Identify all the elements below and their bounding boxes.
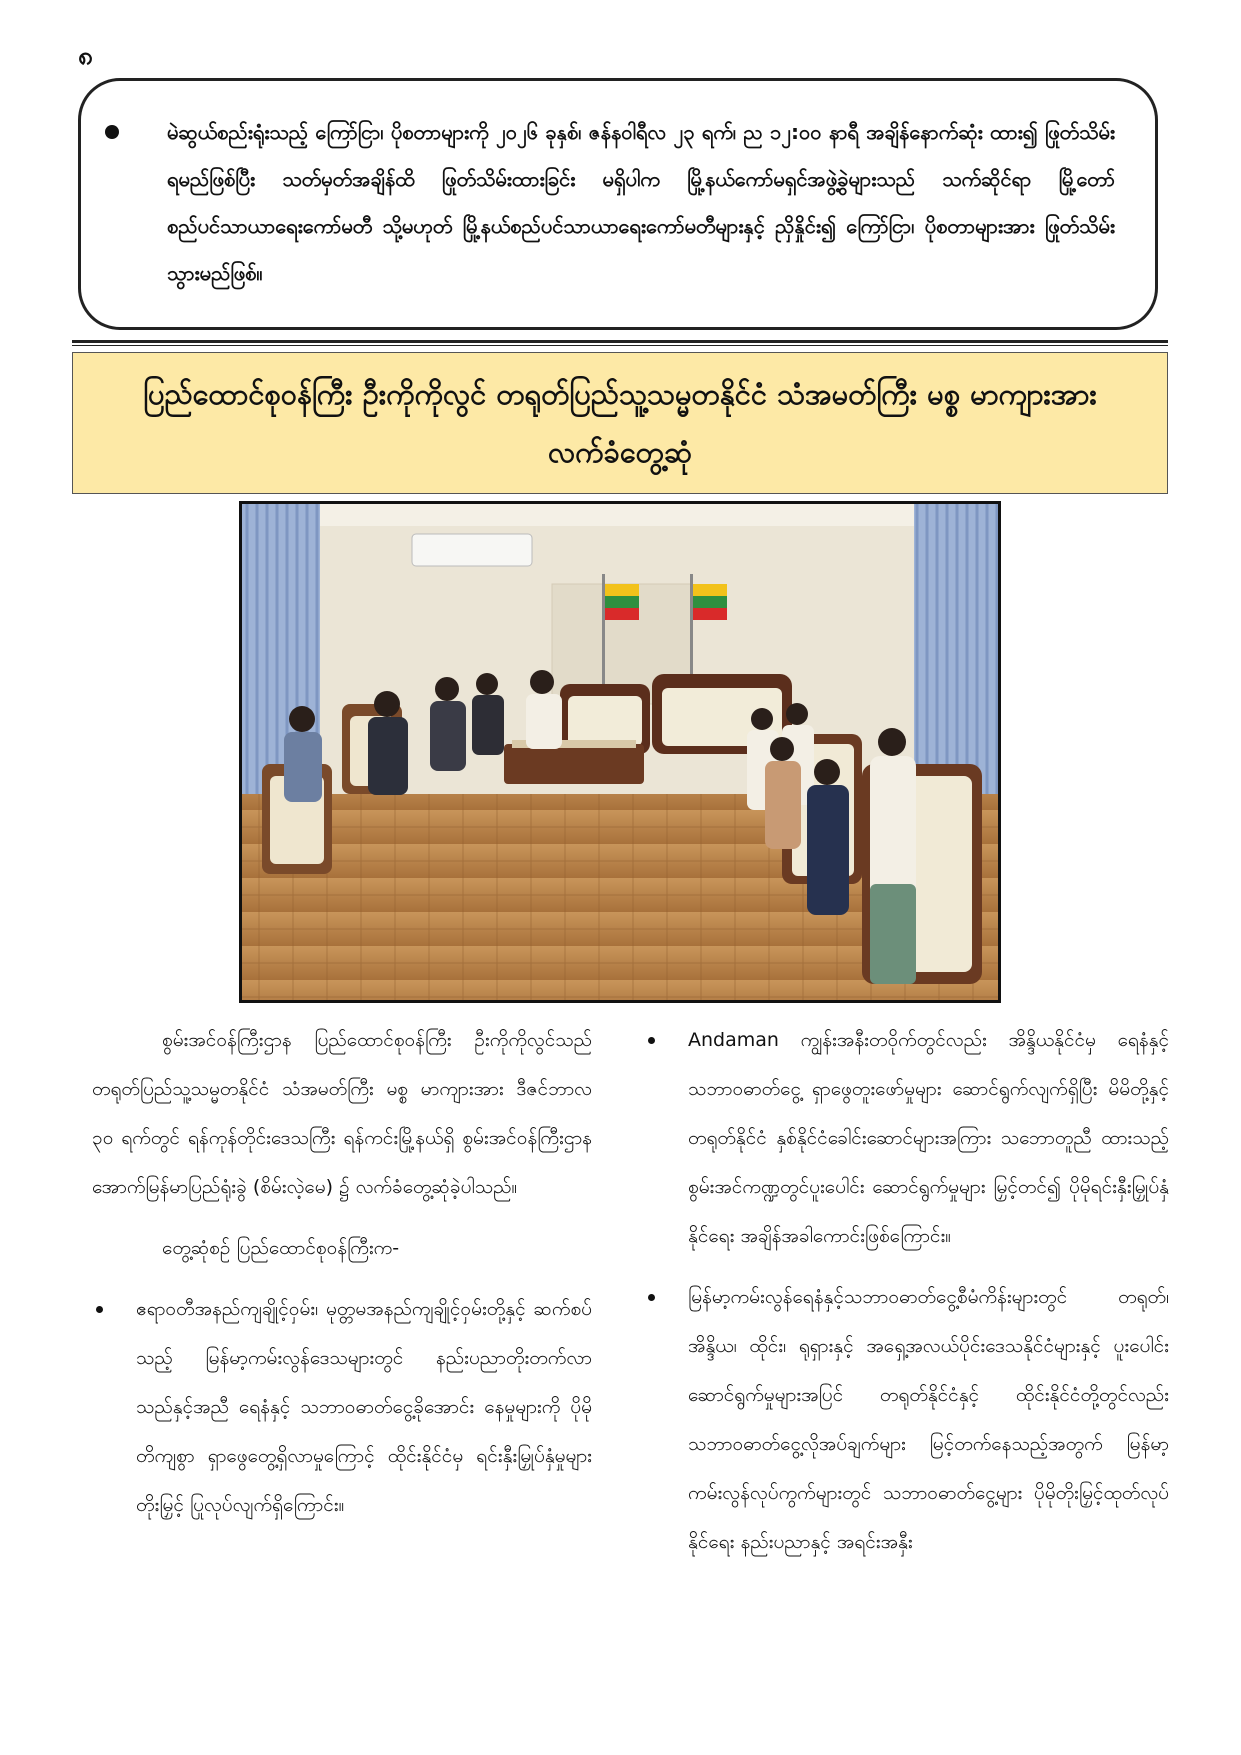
- left-column: [92, 1016, 592, 1530]
- bullet-icon: [648, 1037, 655, 1044]
- list-item: [644, 1016, 1169, 1261]
- list-item: [644, 1273, 1169, 1567]
- list-item: [92, 1285, 592, 1530]
- page-number: ၈: [78, 41, 93, 71]
- list-item-text: မြန်မာ့ကမ်းလွန်ရေနံနှင့်သဘာဝဓာတ်ငွေ့စီမံကိန်းများတွင် တရုတ်၊ အိန္ဒိယ၊ ထိုင်း၊ ရုရှားနှင့် အရှေ့အလယ်ပိုင်းဒေသနိုင်ငံများနှင့် ပူးပေါင်းဆောင်ရွက်မှုများအပြင် တရုတ်နိုင်ငံနှင့် ထိုင်းနိုင်ငံတို့တွင်လည်း သဘာဝဓာတ်ငွေ့လိုအပ်ချက်များ မြင့်တက်နေသည့်အတွက် မြန်မာ့ကမ်းလွန်လုပ်ကွက်များတွင် သဘာဝဓာတ်ငွေ့များ ပိုမိုတိုးမြှင့်ထုတ်လုပ်နိုင်ရေး နည်းပညာနှင့် အရင်းအနှီး: [688, 1286, 1169, 1553]
- bullet-icon: [96, 1306, 103, 1313]
- right-column: [644, 1016, 1169, 1567]
- notice-box: [78, 78, 1158, 330]
- list-item-text: ဧရာဝတီအနည်ကျချိုင့်ဝှမ်း၊ မုတ္တမအနည်ကျချိုင့်ဝှမ်းတို့နှင့် ဆက်စပ်သည့် မြန်မာ့ကမ်းလွန်ဒေသများတွင် နည်းပညာတိုးတက်လာသည်နှင့်အညီ ရေနံနှင့် သဘာဝဓာတ်ငွေ့ခိုအောင်း နေမှုများကို ပိုမိုတိကျစွာ ရှာဖွေတွေ့ရှိလာမှုကြောင့် ထိုင်းနိုင်ငံမှ ရင်းနှီးမြှုပ်နှံမှုများ တိုးမြှင့် ပြုလုပ်လျက်ရှိကြောင်း။: [136, 1298, 592, 1516]
- list-item-text: Andaman ကျွန်းအနီးတဝိုက်တွင်လည်း အိန္ဒိယနိုင်ငံမှ ရေနံနှင့် သဘာဝဓာတ်ငွေ့ ရှာဖွေတူးဖော်မှုများ ဆောင်ရွက်လျက်ရှိပြီး မိမိတို့နှင့် တရုတ်နိုင်ငံ နှစ်နိုင်ငံခေါင်းဆောင်များအကြား သဘောတူညီ ထားသည့် စွမ်းအင်ကဏ္ဍတွင်ပူးပေါင်း ဆောင်ရွက်မှုများ မြှင့်တင်၍ ပိုမိုရင်းနှီးမြှုပ်နှံနိုင်ရေး အချိန်အခါကောင်းဖြစ်ကြောင်း။: [688, 1029, 1169, 1247]
- bullet-icon: [648, 1294, 655, 1301]
- article-intro: စွမ်းအင်ဝန်ကြီးဌာန ပြည်ထောင်စုဝန်ကြီး ဦးကိုကိုလွင်သည် တရုတ်ပြည်သူ့သမ္မတနိုင်ငံ သံအမတ်ကြီး မစ္စ မာကျားအား ဒီဇင်ဘာလ ၃၀ ရက်တွင် ရန်ကုန်တိုင်းဒေသကြီး ရန်ကင်းမြို့နယ်ရှိ စွမ်းအင်ဝန်ကြီးဌာန အောက်မြန်မာပြည်ရုံးခွဲ (စိမ်းလဲ့မေ) ၌ လက်ခံတွေ့ဆုံခဲ့ပါသည်။: [92, 1029, 592, 1198]
- headline: ပြည်ထောင်စုဝန်ကြီး ဦးကိုကိုလွင် တရုတ်ပြည်သူ့သမ္မတနိုင်ငံ သံအမတ်ကြီး မစ္စ မာကျားအား လက်ခံတွေ့ဆုံ: [143, 377, 1097, 469]
- meeting-photo: [239, 501, 1001, 1003]
- headline-box: [72, 352, 1168, 494]
- notice-text: မဲဆွယ်စည်းရုံးသည့် ကြော်ငြာ၊ ပိုစတာများကို ၂၀၂၆ ခုနှစ်၊ ဇန်နဝါရီလ ၂၃ ရက်၊ ည ၁၂:၀၀ နာရီ အချိန်နောက်ဆုံး ထား၍ ဖြုတ်သိမ်းရမည်ဖြစ်ပြီး သတ်မှတ်အချိန်ထိ ဖြုတ်သိမ်းထားခြင်း မရှိပါက မြို့နယ်ကော်မရှင်အဖွဲ့ခွဲများသည် သက်ဆိုင်ရာ မြို့တော်စည်ပင်သာယာရေးကော်မတီ သို့မဟုတ် မြို့နယ်စည်ပင်သာယာရေးကော်မတီများနှင့် ညှိနှိုင်း၍ ကြော်ငြာ၊ ပိုစတာများအား ဖြုတ်သိမ်းသွားမည်ဖြစ်။: [167, 120, 1115, 285]
- divider-line-thin: [72, 345, 1168, 346]
- divider-line: [72, 340, 1168, 343]
- bullet-icon: [105, 125, 119, 139]
- article-lead: တွေ့ဆုံစဉ် ပြည်ထောင်စုဝန်ကြီးက-: [162, 1237, 400, 1259]
